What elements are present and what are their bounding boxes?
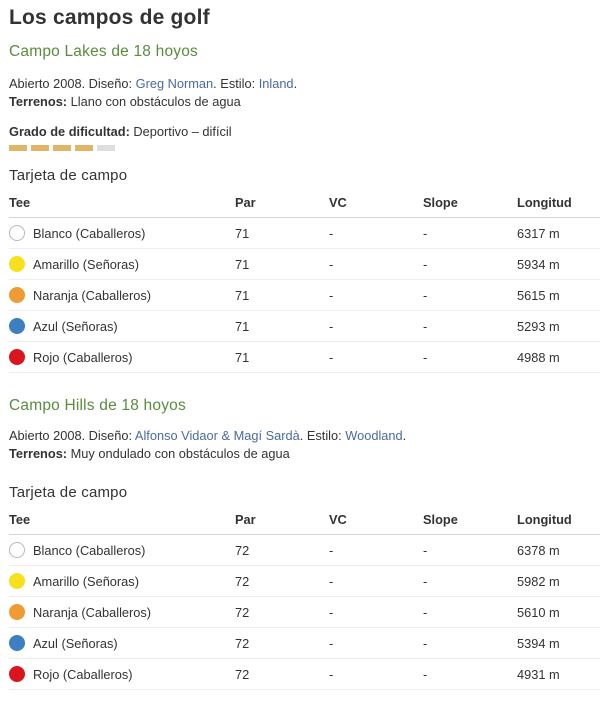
length-value: 5293 m <box>517 311 600 342</box>
table-row <box>9 535 600 566</box>
scorecard-title: Tarjeta de campo <box>9 167 128 184</box>
table-header-row <box>9 504 600 535</box>
vc-value: - <box>329 597 423 628</box>
vc-value: - <box>329 535 423 566</box>
header-vc: VC <box>329 187 423 218</box>
style-link[interactable]: Woodland <box>345 428 403 443</box>
table-header-row <box>9 187 600 218</box>
difficulty-rating <box>9 145 600 151</box>
par-value: 71 <box>235 280 329 311</box>
difficulty-bar <box>75 145 93 151</box>
length-value: 5934 m <box>517 249 600 280</box>
style-prefix: . Estilo: <box>299 428 346 443</box>
style-prefix: . Estilo: <box>213 76 259 91</box>
course-title: Campo Hills de 18 hoyos <box>9 397 186 414</box>
table-row <box>9 280 600 311</box>
tee-red-icon <box>9 666 25 682</box>
vc-value: - <box>329 628 423 659</box>
terrain-value: Muy ondulado con obstáculos de agua <box>67 446 290 461</box>
header-slope: Slope <box>423 187 517 218</box>
table-row <box>9 218 600 249</box>
header-slope: Slope <box>423 504 517 535</box>
tee-white-icon <box>9 225 25 241</box>
table-row <box>9 342 600 373</box>
header-length: Longitud <box>517 187 600 218</box>
vc-value: - <box>329 311 423 342</box>
tee-orange-icon <box>9 287 25 303</box>
scorecard-table <box>9 504 600 690</box>
slope-value: - <box>423 218 517 249</box>
par-value: 71 <box>235 218 329 249</box>
tee-blue-icon <box>9 318 25 334</box>
terrain-label: Terrenos: <box>9 94 68 109</box>
length-value: 6317 m <box>517 218 600 249</box>
slope-value: - <box>423 249 517 280</box>
vc-value: - <box>329 280 423 311</box>
vc-value: - <box>329 249 423 280</box>
terrain-label: Terrenos: <box>9 446 68 461</box>
header-tee: Tee <box>9 187 235 218</box>
slope-value: - <box>423 566 517 597</box>
terrain-line <box>9 445 600 463</box>
table-row <box>9 566 600 597</box>
terrain-value: Llano con obstáculos de agua <box>67 94 241 109</box>
header-tee: Tee <box>9 504 235 535</box>
vc-value: - <box>329 218 423 249</box>
tee-name: Rojo (Caballeros) <box>33 349 133 365</box>
par-value: 72 <box>235 597 329 628</box>
vc-value: - <box>329 659 423 690</box>
scorecard-title: Tarjeta de campo <box>9 484 128 501</box>
header-par: Par <box>235 187 329 218</box>
difficulty-bar <box>97 145 115 151</box>
tee-white-icon <box>9 542 25 558</box>
course-info <box>9 427 600 445</box>
length-value: 4931 m <box>517 659 600 690</box>
tee-yellow-icon <box>9 573 25 589</box>
par-value: 72 <box>235 566 329 597</box>
length-value: 4988 m <box>517 342 600 373</box>
opened-text: Abierto 2008. Diseño: <box>9 428 135 443</box>
slope-value: - <box>423 311 517 342</box>
difficulty-bar <box>53 145 71 151</box>
tee-red-icon <box>9 349 25 365</box>
par-value: 71 <box>235 311 329 342</box>
course-hills <box>9 396 600 690</box>
par-value: 72 <box>235 659 329 690</box>
course-lakes <box>9 42 600 373</box>
difficulty-value: Deportivo – difícil <box>129 124 232 139</box>
tee-name: Naranja (Caballeros) <box>33 287 152 303</box>
slope-value: - <box>423 342 517 373</box>
slope-value: - <box>423 659 517 690</box>
table-row <box>9 628 600 659</box>
length-value: 5394 m <box>517 628 600 659</box>
tee-name: Azul (Señoras) <box>33 635 118 651</box>
difficulty-bar <box>9 145 27 151</box>
table-row <box>9 311 600 342</box>
tee-name: Amarillo (Señoras) <box>33 256 139 272</box>
tee-name: Azul (Señoras) <box>33 318 118 334</box>
tee-blue-icon <box>9 635 25 651</box>
tee-name: Blanco (Caballeros) <box>33 225 146 241</box>
tee-name: Naranja (Caballeros) <box>33 604 152 620</box>
difficulty-bar <box>31 145 49 151</box>
style-suffix: . <box>293 76 298 91</box>
par-value: 72 <box>235 535 329 566</box>
opened-text: Abierto 2008. Diseño: <box>9 76 136 91</box>
course-title: Campo Lakes de 18 hoyos <box>9 43 198 60</box>
length-value: 5982 m <box>517 566 600 597</box>
table-row <box>9 597 600 628</box>
header-length: Longitud <box>517 504 600 535</box>
terrain-line <box>9 93 600 111</box>
par-value: 71 <box>235 342 329 373</box>
slope-value: - <box>423 535 517 566</box>
tee-yellow-icon <box>9 256 25 272</box>
designer-link[interactable]: Alfonso Vidaor & Magí Sardà <box>134 428 300 443</box>
length-value: 5615 m <box>517 280 600 311</box>
tee-name: Amarillo (Señoras) <box>33 573 139 589</box>
page-title: Los campos de golf <box>9 6 210 29</box>
vc-value: - <box>329 566 423 597</box>
style-link[interactable]: Inland <box>258 76 294 91</box>
difficulty-label: Grado de dificultad: <box>9 124 130 139</box>
length-value: 5610 m <box>517 597 600 628</box>
course-info <box>9 75 600 93</box>
tee-name: Rojo (Caballeros) <box>33 666 133 682</box>
slope-value: - <box>423 280 517 311</box>
table-row <box>9 659 600 690</box>
scorecard-table <box>9 187 600 373</box>
tee-orange-icon <box>9 604 25 620</box>
header-par: Par <box>235 504 329 535</box>
table-row <box>9 249 600 280</box>
slope-value: - <box>423 628 517 659</box>
par-value: 72 <box>235 628 329 659</box>
designer-link[interactable]: Greg Norman <box>135 76 214 91</box>
style-suffix: . <box>402 428 407 443</box>
par-value: 71 <box>235 249 329 280</box>
slope-value: - <box>423 597 517 628</box>
vc-value: - <box>329 342 423 373</box>
tee-name: Blanco (Caballeros) <box>33 542 146 558</box>
length-value: 6378 m <box>517 535 600 566</box>
header-vc: VC <box>329 504 423 535</box>
difficulty-line <box>9 123 600 141</box>
